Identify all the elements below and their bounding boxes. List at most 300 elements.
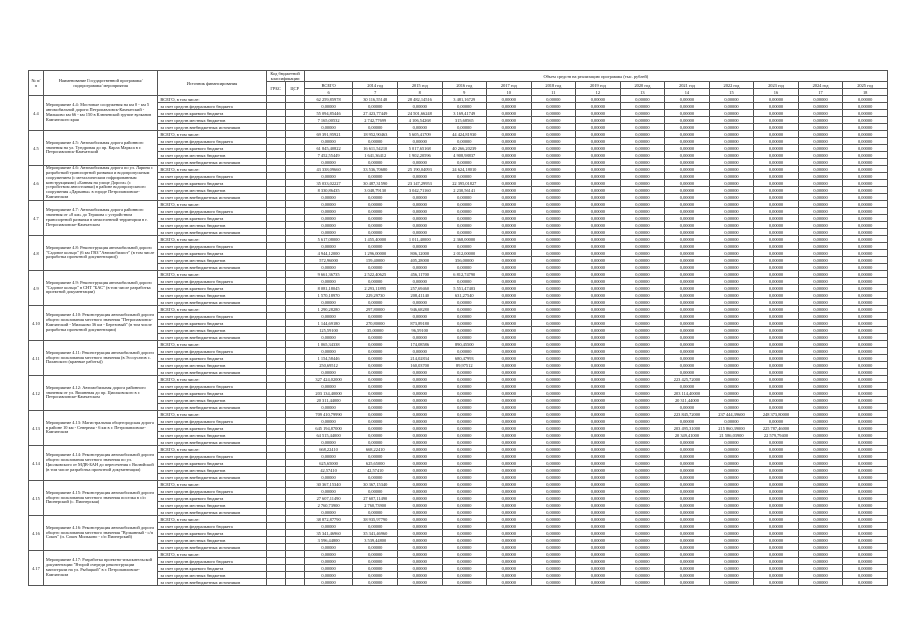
year-value: 0,00000 [754,103,799,110]
total-value: 7 165,00532 [304,117,353,124]
year-value: 0,00000 [487,383,532,390]
year-value: 22 395,01827 [442,180,487,187]
year-value: 0,00000 [442,215,487,222]
year-value: 0,00000 [397,502,442,509]
year-value: 0,00000 [531,215,576,222]
funding-source: за счет средств краевого бюджета [158,110,266,117]
year-value: 0,00000 [798,369,843,376]
measure-name: Мероприятие 4.17: Разработка проектно-изыскательской документации "Второй очереди реконструкции магистрали на ул. Рыбацкой" в г. Петропавловске-Камчатском [43,551,158,586]
year-value: 0,00000 [665,243,710,250]
year-value: 0,00000 [442,313,487,320]
year-value: 3 048,79130 [353,187,398,194]
year-value: 0,00000 [709,145,754,152]
year-value: 0,00000 [576,467,621,474]
year-value: 0,00000 [665,537,710,544]
year-value: 0,00000 [709,173,754,180]
year-value: 0,00000 [665,481,710,488]
total-value: 4 944,12000 [304,250,353,257]
total-value: 0,00000 [304,243,353,250]
year-value: 0,00000 [843,439,888,446]
table-row [29,131,888,138]
year-value: 0,00000 [576,474,621,481]
funding-source: ВСЕГО, в том числе: [158,131,266,138]
year-value: 0,00000 [798,236,843,243]
year-value: 0,00000 [353,425,398,432]
year-value: 0,00000 [620,425,665,432]
year-value: 0,00000 [798,152,843,159]
year-value: 0,00000 [531,565,576,572]
year-value: 0,00000 [397,411,442,418]
table-row [29,453,888,460]
csr-cell [285,278,304,285]
year-value: 3 539,44800 [353,537,398,544]
table-row [29,544,888,551]
total-value: 55 094,85446 [304,110,353,117]
year-value: 0,00000 [843,404,888,411]
column-number: 8 [397,89,442,96]
year-value: 0,00000 [487,334,532,341]
year-value: 0,00000 [353,488,398,495]
csr-cell [285,341,304,348]
total-value: 0,00000 [304,215,353,222]
funding-source: за счет средств федерального бюджета [158,558,266,565]
year-value: 0,00000 [442,481,487,488]
funding-source: за счет средств краевого бюджета [158,250,266,257]
total-value: 1 065,34338 [304,341,353,348]
csr-cell [285,530,304,537]
year-value: 0,00000 [665,166,710,173]
year-value: 0,00000 [665,264,710,271]
year-value: 0,00000 [754,495,799,502]
year-value: 0,00000 [576,117,621,124]
grbs-cell [266,166,285,173]
funding-source: за счет средств федерального бюджета [158,488,266,495]
year-value: 0,00000 [487,453,532,460]
year-value: 0,00000 [665,208,710,215]
year-value: 0,00000 [798,299,843,306]
measure-name: Мероприятие 4.5: Автомобильная дорога районного значения на ул. Тундровая до пр. Карла Маркса в г. Петропавловск-Камчатский [43,131,158,166]
year-value: 0,00000 [353,397,398,404]
table-row [29,362,888,369]
year-value: 0,00000 [709,292,754,299]
total-value: 0,00000 [304,124,353,131]
csr-cell [285,544,304,551]
year-value: 0,00000 [843,229,888,236]
total-value: 0,00000 [304,474,353,481]
year-value: 0,00000 [620,103,665,110]
year-value: 0,00000 [754,481,799,488]
year-value: 0,00000 [754,187,799,194]
year-value: 0,00000 [843,250,888,257]
year-value: 0,00000 [576,544,621,551]
year-value: 0,00000 [442,502,487,509]
measure-name: Мероприятие 4.10: Реконструкция автомобильной дороги общего пользования местного значения "Петропавловск-Камчатский - Мильково 36 км - Березовый" (в том числе разработка проектной документации) [43,306,158,341]
grbs-cell [266,404,285,411]
year-value: 0,00000 [754,327,799,334]
table-row [29,355,888,362]
year-value: 0,00000 [531,362,576,369]
year-value: 5 605,41709 [397,131,442,138]
header-year: 2017 год [487,82,532,89]
year-value: 0,00000 [843,362,888,369]
year-value: 0,00000 [397,565,442,572]
year-value: 0,00000 [798,467,843,474]
year-value: 0,00000 [665,530,710,537]
year-value: 0,00000 [665,229,710,236]
csr-cell [285,453,304,460]
header-year: 2016 год [442,82,487,89]
year-value: 0,00000 [531,439,576,446]
year-value: 3 042,71160 [397,187,442,194]
year-value: 0,00000 [397,124,442,131]
row-number: 4.5 [29,131,44,166]
year-value: 0,00000 [531,201,576,208]
year-value: 0,00000 [798,138,843,145]
year-value: 6 812,74790 [442,271,487,278]
table-row [29,551,888,558]
year-value: 0,00000 [620,348,665,355]
year-value: 0,00000 [620,572,665,579]
year-value: 214,02834 [397,355,442,362]
year-value: 0,00000 [620,299,665,306]
year-value: 0,00000 [353,243,398,250]
funding-source: за счет средств местных бюджетов [158,502,266,509]
row-number: 4.12 [29,376,44,411]
csr-cell [285,166,304,173]
year-value: 0,00000 [798,509,843,516]
year-value: 0,00000 [487,215,532,222]
year-value: 0,00000 [754,516,799,523]
year-value: 0,00000 [754,544,799,551]
funding-source: за счет средств местных бюджетов [158,362,266,369]
year-value: 0,00000 [487,579,532,586]
total-value: 0,00000 [304,383,353,390]
year-value: 0,00000 [709,152,754,159]
year-value: 0,00000 [487,418,532,425]
year-value: 0,00000 [754,537,799,544]
funding-source: за счет средств внебюджетных источников [158,124,266,131]
year-value: 0,00000 [754,117,799,124]
row-number: 4.9 [29,271,44,306]
year-value: 0,00000 [798,229,843,236]
year-value: 0,00000 [531,152,576,159]
table-row [29,159,888,166]
year-value: 456,11700 [397,271,442,278]
year-value: 0,00000 [798,474,843,481]
year-value: 0,00000 [397,453,442,460]
year-value: 0,00000 [843,166,888,173]
year-value: 0,00000 [665,348,710,355]
year-value: 0,00000 [353,432,398,439]
row-number: 4.6 [29,166,44,201]
year-value: 0,00000 [665,495,710,502]
table-row [29,383,888,390]
table-row [29,152,888,159]
total-value: 1 290,28280 [304,306,353,313]
year-value: 0,00000 [397,544,442,551]
year-value: 0,00000 [754,446,799,453]
year-value: 0,00000 [843,418,888,425]
year-value: 0,00000 [798,551,843,558]
year-value: 0,00000 [798,404,843,411]
total-value: 42,57410 [304,467,353,474]
year-value: 0,00000 [754,341,799,348]
csr-cell [285,348,304,355]
year-value: 0,00000 [798,390,843,397]
total-value: 0,00000 [304,159,353,166]
year-value: 0,00000 [442,124,487,131]
year-value: 0,00000 [487,460,532,467]
year-value: 0,00000 [442,446,487,453]
year-value: 0,00000 [843,201,888,208]
year-value: 890,45500 [442,341,487,348]
year-value: 0,00000 [665,404,710,411]
year-value: 0,00000 [798,145,843,152]
funding-source: ВСЕГО, в том числе: [158,166,266,173]
year-value: 0,00000 [709,418,754,425]
row-number: 4.14 [29,446,44,481]
table-row [29,222,888,229]
year-value: 0,00000 [487,355,532,362]
year-value: 0,00000 [665,474,710,481]
year-value: 0,00000 [798,173,843,180]
csr-cell [285,390,304,397]
year-value: 0,00000 [442,404,487,411]
header-year: 2014 год [353,82,398,89]
year-value: 0,00000 [709,285,754,292]
year-value: 0,00000 [798,96,843,103]
table-row [29,341,888,348]
funding-source: за счет средств местных бюджетов [158,572,266,579]
grbs-cell [266,376,285,383]
year-value: 0,00000 [665,306,710,313]
total-value: 0,00000 [304,103,353,110]
year-value: 0,00000 [487,467,532,474]
year-value: 0,00000 [665,201,710,208]
year-value: 0,00000 [442,488,487,495]
year-value: 0,00000 [487,411,532,418]
year-value: 0,00000 [709,299,754,306]
total-value: 0,00000 [304,439,353,446]
year-value: 0,00000 [531,103,576,110]
year-value: 0,00000 [442,544,487,551]
table-row [29,96,888,103]
table-row [29,376,888,383]
year-value: 203 114,40000 [665,390,710,397]
grbs-cell [266,229,285,236]
year-value: 27 607,11490 [353,495,398,502]
year-value: 0,00000 [353,418,398,425]
year-value: 0,00000 [576,250,621,257]
year-value: 0,00000 [576,145,621,152]
year-value: 0,00000 [576,285,621,292]
year-value: 0,00000 [754,208,799,215]
year-value: 0,00000 [843,481,888,488]
year-value: 0,00000 [397,334,442,341]
year-value: 0,00000 [397,516,442,523]
year-value: 0,00000 [620,362,665,369]
funding-source: за счет средств федерального бюджета [158,243,266,250]
year-value: 2 230,56141 [442,187,487,194]
year-value: 0,00000 [620,278,665,285]
year-value: 0,00000 [754,299,799,306]
year-value: 0,00000 [353,355,398,362]
year-value: 0,00000 [709,397,754,404]
year-value: 0,00000 [576,278,621,285]
year-value: 0,00000 [709,166,754,173]
year-value: 0,00000 [576,516,621,523]
year-value: 0,00000 [843,355,888,362]
year-value: 0,00000 [620,383,665,390]
table-row [29,292,888,299]
year-value: 0,00000 [397,551,442,558]
year-value: 0,00000 [442,327,487,334]
year-value: 0,00000 [620,264,665,271]
table-row [29,537,888,544]
table-row [29,250,888,257]
year-value: 0,00000 [709,103,754,110]
total-value: 20 311,44000 [304,397,353,404]
year-value: 0,00000 [442,425,487,432]
year-value: 0,00000 [754,404,799,411]
year-value: 0,00000 [353,159,398,166]
year-value: 0,00000 [665,565,710,572]
table-row [29,502,888,509]
total-value: 645 194,87000 [304,425,353,432]
year-value: 0,00000 [620,96,665,103]
year-value: 0,00000 [353,369,398,376]
year-value: 0,00000 [576,390,621,397]
year-value: 0,00000 [665,544,710,551]
funding-source: ВСЕГО, в том числе: [158,481,266,488]
year-value: 0,00000 [576,488,621,495]
year-value: 0,00000 [576,306,621,313]
year-value: 0,00000 [397,369,442,376]
year-value: 0,00000 [620,439,665,446]
year-value: 0,00000 [620,565,665,572]
csr-cell [285,215,304,222]
funding-source: за счет средств краевого бюджета [158,460,266,467]
year-value: 0,00000 [576,432,621,439]
year-value: 0,00000 [620,544,665,551]
year-value: 0,00000 [353,222,398,229]
year-value: 0,00000 [531,558,576,565]
year-value: 0,00000 [665,173,710,180]
csr-cell [285,418,304,425]
year-value: 0,00000 [442,201,487,208]
year-value: 0,00000 [353,376,398,383]
csr-cell [285,551,304,558]
total-value: 35 033,02227 [304,180,353,187]
total-value: 0,00000 [304,194,353,201]
year-value: 0,00000 [754,194,799,201]
year-value: 0,00000 [576,334,621,341]
column-number: 9 [442,89,487,96]
year-value: 0,00000 [798,446,843,453]
grbs-cell [266,194,285,201]
table-row [29,460,888,467]
year-value: 0,00000 [531,432,576,439]
year-value: 0,00000 [397,173,442,180]
year-value: 0,00000 [353,201,398,208]
year-value: 0,00000 [576,236,621,243]
table-row [29,418,888,425]
year-value: 0,00000 [620,117,665,124]
year-value: 0,00000 [709,201,754,208]
year-value: 0,00000 [442,320,487,327]
year-value: 0,00000 [665,341,710,348]
table-row [29,187,888,194]
funding-source: за счет средств местных бюджетов [158,327,266,334]
year-value: 0,00000 [665,558,710,565]
measure-name: Мероприятие 4.11: Реконструкция автомобильной дороги общего пользования местного значения (в Эссоусатов с. Паланского (краевые работы)) [43,341,158,376]
year-value: 0,00000 [576,152,621,159]
year-value: 0,00000 [665,187,710,194]
table-row [29,320,888,327]
year-value: 27 423,77449 [353,110,398,117]
grbs-cell [266,117,285,124]
year-value: 0,00000 [798,355,843,362]
grbs-cell [266,292,285,299]
year-value: 0,00000 [798,292,843,299]
year-value: 22 579,79400 [754,432,799,439]
year-value: 0,00000 [620,320,665,327]
year-value: 0,00000 [576,362,621,369]
year-value: 23 147,29953 [397,180,442,187]
year-value: 0,00000 [487,173,532,180]
total-value: 2 760,73900 [304,502,353,509]
year-value: 0,00000 [754,145,799,152]
year-value: 0,00000 [531,306,576,313]
funding-source: за счет средств местных бюджетов [158,292,266,299]
header-no: № п/п [29,71,44,96]
grbs-cell [266,446,285,453]
table-row [29,327,888,334]
year-value: 0,00000 [843,341,888,348]
csr-cell [285,229,304,236]
funding-source: за счет средств местных бюджетов [158,537,266,544]
year-value: 1 011,40000 [397,236,442,243]
grbs-cell [266,544,285,551]
csr-cell [285,460,304,467]
year-value: 0,00000 [798,110,843,117]
funding-source: ВСЕГО, в том числе: [158,516,266,523]
year-value: 0,00000 [620,432,665,439]
year-value: 0,00000 [798,537,843,544]
year-value: 0,00000 [576,495,621,502]
year-value: 0,00000 [798,327,843,334]
year-value: 0,00000 [709,439,754,446]
year-value: 0,00000 [709,544,754,551]
grbs-cell [266,236,285,243]
year-value: 0,00000 [798,460,843,467]
year-value: 0,00000 [620,201,665,208]
year-value: 0,00000 [576,194,621,201]
year-value: 0,00000 [487,320,532,327]
year-value: 297,80000 [353,306,398,313]
year-value: 0,00000 [397,495,442,502]
year-value: 0,00000 [487,523,532,530]
year-value: 0,00000 [709,348,754,355]
year-value: 0,00000 [754,138,799,145]
year-value: 0,00000 [798,250,843,257]
grbs-cell [266,341,285,348]
year-value: 0,00000 [531,257,576,264]
year-value: 0,00000 [709,369,754,376]
table-row [29,565,888,572]
year-value: 0,00000 [442,453,487,460]
year-value: 0,00000 [531,285,576,292]
